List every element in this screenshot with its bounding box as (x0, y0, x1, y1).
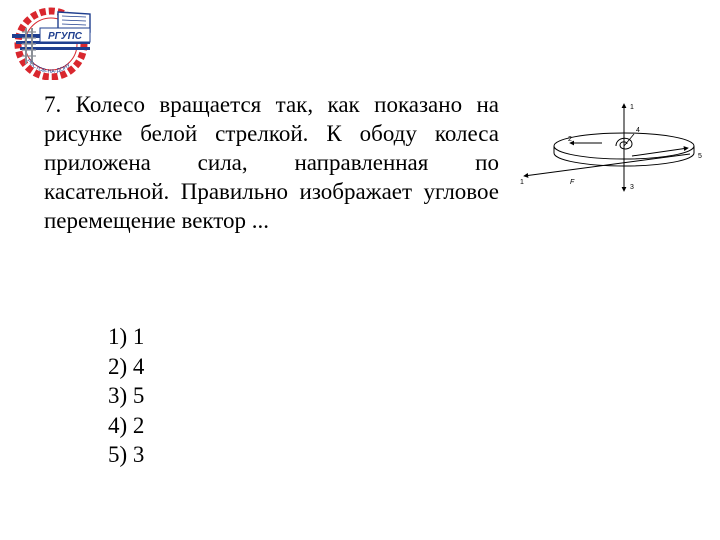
logo-text: РГУПС (48, 31, 82, 42)
label-1: 1 (630, 104, 634, 111)
answer-option: 2) 4 (108, 353, 145, 379)
label-2: 2 (568, 136, 572, 143)
label-force: F (570, 179, 575, 186)
answer-option: 1) 1 (108, 324, 145, 349)
label-4: 4 (636, 127, 640, 134)
answer-option: 4) 2 (108, 412, 145, 438)
answer-list (108, 322, 144, 470)
question-text: 7. Колесо вращается так, как показано на рисунке белой стрелкой. К ободу колеса приложена сила, направленная по касательной. Правильно изображает угловое перемещение вектор ... (44, 92, 499, 233)
answer-option: 3) 5 (108, 383, 145, 408)
vector-4 (624, 134, 634, 146)
label-5: 5 (698, 153, 702, 160)
wheel-diagram (512, 96, 712, 206)
label-3: 3 (630, 184, 634, 191)
label-1-left: 1 (520, 179, 524, 186)
answer-option: 5) 3 (108, 442, 145, 467)
vector-5 (632, 148, 688, 156)
force-vector-f (524, 154, 690, 176)
logo-ring-text: РОСТОВ-НА-ДОНУ (25, 58, 72, 75)
rgups-logo (6, 4, 96, 80)
